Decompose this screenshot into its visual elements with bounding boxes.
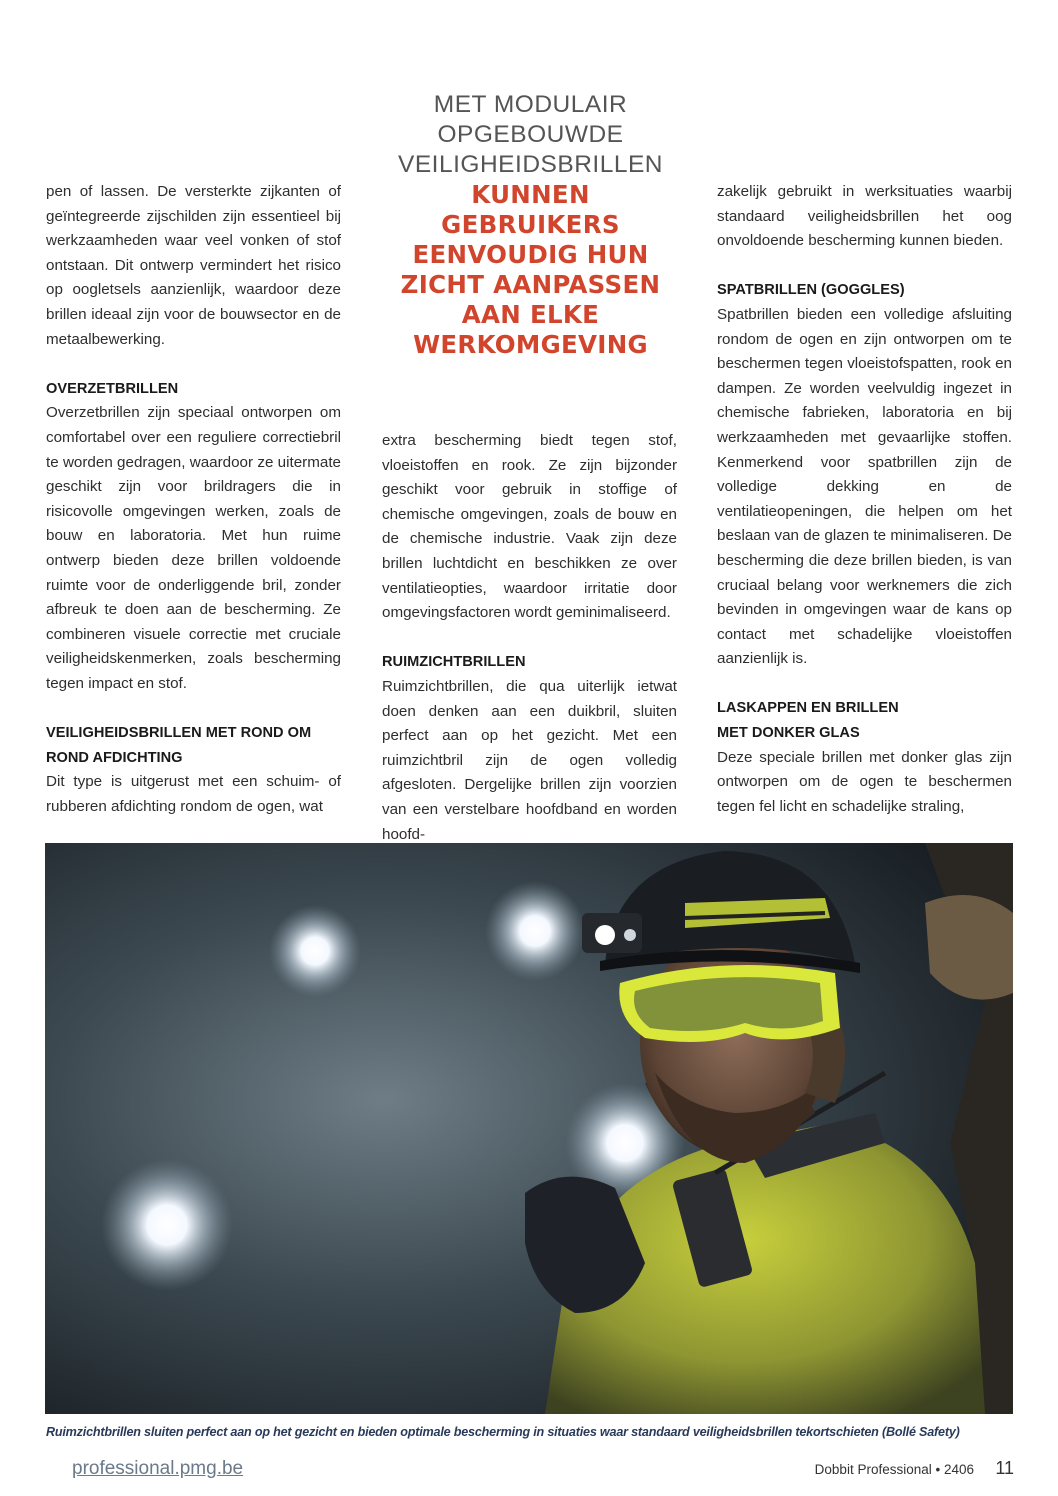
heading-line: MET DONKER GLAS — [717, 725, 860, 742]
heading-line: LASKAPPEN EN BRILLEN — [717, 700, 899, 717]
body-paragraph: zakelijk gebruikt in werksituaties waarbij standaard veiligheidsbrillen het oog onvoldoende bescherming kunnen bieden. — [717, 183, 1012, 250]
section-heading-laskappen — [717, 696, 1012, 745]
body-paragraph: Deze speciale brillen met donker glas zijn ontworpen om de ogen te beschermen tegen fel licht en schadelijke straling, — [717, 748, 1012, 815]
footer-magazine-issue: Dobbit Professional • 2406 — [814, 1462, 974, 1477]
pull-quote — [388, 90, 673, 360]
article-column-3 — [717, 180, 1012, 819]
pull-quote-line: VEILIGHEIDSBRILLEN — [398, 151, 663, 178]
pull-quote-highlight-line: KUNNEN — [471, 180, 590, 209]
article-column-2 — [382, 429, 677, 847]
pull-quote-highlight-line: AAN ELKE — [461, 300, 600, 329]
worker-with-goggles-illustration — [45, 843, 1013, 1414]
body-paragraph: Overzetbrillen zijn speciaal ontworpen om comfortabel over een reguliere correctiebril te worden gedragen, waardoor ze uitermate geschikt zijn voor brildragers die in risicovolle omgevingen werken, zoals de bouw en laboratoria. Met hun ruime ontwerp bieden deze brillen voldoende ruimte voor de onderliggende bril, zonder afbreuk te doen aan de bescherming. Ze combineren visuele correctie met cruciale veiligheidskenmerken, zoals bescherming tegen impact en stof. — [46, 404, 341, 692]
article-column-1 — [46, 180, 341, 819]
pull-quote-highlight-line: ZICHT AANPASSEN — [400, 270, 661, 299]
section-heading-ruimzichtbrillen: RUIMZICHTBRILLEN — [382, 654, 526, 671]
photo-caption: Ruimzichtbrillen sluiten perfect aan op het gezicht en bieden optimale bescherming in situaties waar standaard veiligheidsbrillen tekortschieten (Bollé Safety) — [46, 1425, 960, 1439]
pull-quote-highlight-line: WERKOMGEVING — [413, 330, 648, 359]
section-heading-spatbrillen: SPATBRILLEN (GOGGLES) — [717, 282, 905, 299]
section-heading-overzetbrillen: OVERZETBRILLEN — [46, 380, 179, 397]
body-paragraph: Ruimzichtbrillen, die qua uiterlijk ietwat doen denken aan een duikbril, sluiten perfect aan op het gezicht. Met een ruimzichtbril zijn de ogen volledig afgesloten. Dergelijke brillen zijn voorzien van een verstelbare hoofdband en worden hoofd- — [382, 677, 677, 843]
body-paragraph: Dit type is uitgerust met een schuim- of rubberen afdichting rondom de ogen, wat — [46, 773, 341, 815]
pull-quote-highlight-line: EENVOUDIG HUN — [412, 240, 649, 269]
heading-line: VEILIGHEIDSBRILLEN MET ROND OM — [46, 725, 312, 742]
body-paragraph: pen of lassen. De versterkte zijkanten of geïntegreerde zijschilden zijn essentieel bij werkzaamheden waar veel vonken of stof ontstaan. Dit ontwerp vermindert het risico op oogletsels aanzienlijk, waardoor deze brillen ideaal zijn voor de bouwsector en de metaalbewerking. — [46, 183, 341, 348]
footer-website-link[interactable]: professional.pmg.be — [72, 1458, 244, 1479]
body-paragraph: Spatbrillen bieden een volledige afsluiting rondom de ogen en zijn ontworpen om te beschermen tegen vloeistofspatten, rook en dampen. Ze worden veelvuldig ingezet in chemische fabrieken, laboratoria en bij werkzaamheden met gevaarlijke stoffen. Kenmerkend voor spatbrillen zijn de volledige dekking en de ventilatieopeningen, die helpen om het beslaan van de glazen te minimaliseren. De bescherming die deze brillen bieden, is van cruciaal belang voor werknemers die zich bevinden in omgevingen waar de kans op contact met schadelijke vloeistoffen aanzienlijk is. — [717, 305, 1012, 668]
page-number: 11 — [995, 1458, 1014, 1478]
body-paragraph: extra bescherming biedt tegen stof, vloeistoffen en rook. Ze zijn bijzonder geschikt voor gebruik in stoffige of chemische omgevingen, zoals de bouw en de chemische industrie. Vaak zijn deze brillen luchtdicht en beschikken ze over ventilatieopties, waardoor irritatie door omgevingsfactoren wordt geminimaliseerd. — [382, 432, 677, 622]
pull-quote-line: OPGEBOUWDE — [437, 121, 624, 148]
pull-quote-highlight-line: GEBRUIKERS — [441, 210, 620, 239]
heading-line: ROND AFDICHTING — [46, 749, 183, 766]
pull-quote-line: MET MODULAIR — [433, 91, 628, 118]
section-heading-rondom-afdichting — [46, 721, 341, 770]
article-photo — [45, 843, 1013, 1414]
